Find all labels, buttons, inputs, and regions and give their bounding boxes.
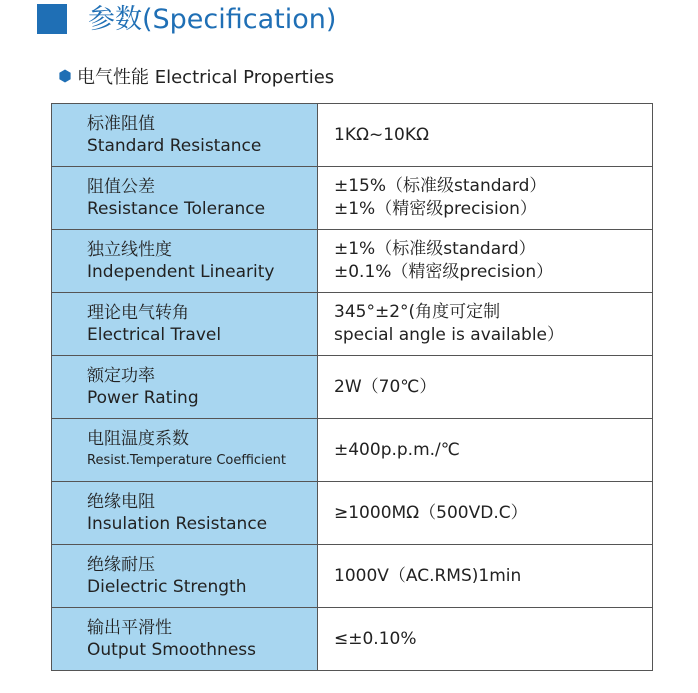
property-name-en: Dielectric Strength — [87, 577, 247, 597]
property-value: 1000V（AC.RMS)1min — [334, 565, 522, 586]
property-name-cell — [52, 608, 318, 671]
table-row — [52, 356, 653, 419]
property-name-en: Resist.Temperature Coefficient — [87, 453, 287, 468]
property-name-en: Resistance Tolerance — [87, 199, 266, 219]
property-name-en: Power Rating — [87, 388, 199, 408]
property-value-cell — [318, 167, 653, 230]
property-value: ±400p.p.m./℃ — [334, 439, 460, 460]
property-value-cell — [318, 293, 653, 356]
property-value: ≤±0.10% — [334, 628, 417, 649]
property-name-cn: 阻值公差 — [87, 177, 155, 197]
property-value-cell — [318, 608, 653, 671]
table-row — [52, 230, 653, 293]
property-name-en: Insulation Resistance — [87, 514, 268, 534]
property-name-en: Independent Linearity — [87, 262, 275, 282]
property-value: ±15%（标准级standard） — [334, 176, 547, 196]
property-name-cn: 输出平滑性 — [87, 618, 172, 638]
property-name-cell — [52, 167, 318, 230]
property-value: 345°±2°(角度可定制 — [334, 302, 501, 322]
property-name-cell — [52, 230, 318, 293]
table-row — [52, 482, 653, 545]
property-value-cell — [318, 230, 653, 293]
table-row — [52, 167, 653, 230]
property-value: 2W（70℃） — [334, 376, 437, 397]
table-row — [52, 419, 653, 482]
property-value: 1KΩ~10KΩ — [334, 124, 429, 145]
property-name-cell — [52, 104, 318, 167]
property-name-en: Output Smoothness — [87, 640, 256, 660]
property-name-cell — [52, 482, 318, 545]
property-name-cell — [52, 545, 318, 608]
property-value-cell — [318, 104, 653, 167]
section-heading — [58, 64, 334, 88]
table-row — [52, 608, 653, 671]
property-name-cn: 独立线性度 — [87, 240, 172, 260]
table-row — [52, 293, 653, 356]
title-accent-block — [37, 4, 67, 34]
property-name-cell — [52, 419, 318, 482]
property-name-cn: 理论电气转角 — [87, 303, 189, 323]
property-name-en: Standard Resistance — [87, 136, 262, 156]
property-value: ±1%（标准级standard） — [334, 239, 536, 259]
property-name-cell — [52, 293, 318, 356]
hexagon-bullet-icon — [58, 69, 72, 83]
property-name-cn: 绝缘耐压 — [87, 555, 155, 575]
page-title: 参数(Specification) — [88, 4, 337, 35]
section-heading-label: 电气性能 Electrical Properties — [77, 67, 335, 88]
property-value-cell — [318, 482, 653, 545]
property-value: ≥1000MΩ（500VD.C） — [334, 502, 528, 523]
property-value-cell — [318, 356, 653, 419]
property-value-cell — [318, 545, 653, 608]
property-value: special angle is available） — [334, 325, 565, 345]
property-name-cn: 额定功率 — [87, 366, 155, 386]
property-name-en: Electrical Travel — [87, 325, 222, 345]
property-name-cn: 电阻温度系数 — [87, 429, 189, 449]
property-value-cell — [318, 419, 653, 482]
property-name-cn: 标准阻值 — [87, 114, 155, 134]
table-row — [52, 104, 653, 167]
table-row — [52, 545, 653, 608]
property-value: ±0.1%（精密级precision） — [334, 262, 554, 282]
spec-table — [51, 103, 653, 671]
property-name-cell — [52, 356, 318, 419]
property-name-cn: 绝缘电阻 — [87, 492, 155, 512]
property-value: ±1%（精密级precision） — [334, 199, 537, 219]
